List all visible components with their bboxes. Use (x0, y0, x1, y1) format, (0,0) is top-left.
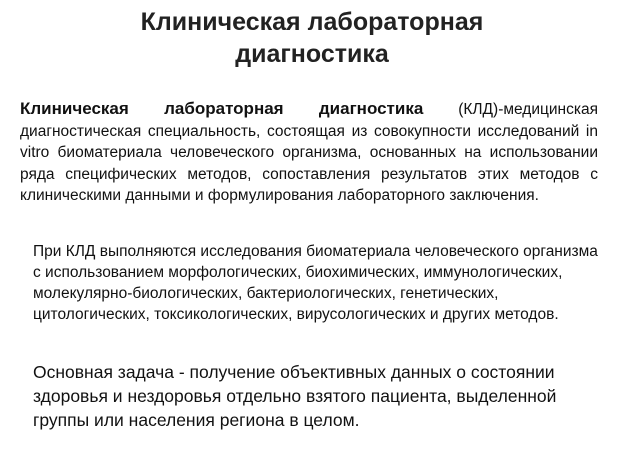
definition-text: (КЛД)-медицинская диагностическая специальность, состоящая из совокупности исследований in vitro биоматериала человеческого организма, основанных на использовании ряда специфических методов, сопоставления результатов этих методов с клиническими данными и формулирования лабораторного заключения. (20, 101, 598, 204)
slide-title-line-1: Клиническая лабораторная (140, 8, 484, 36)
slide-title (0, 6, 624, 70)
definition-paragraph (20, 98, 598, 207)
goal-paragraph: Основная задача - получение объективных данных о состоянии здоровья и нездоровья отдельно взятого пациента, выделенной группы или населения региона в целом. (33, 362, 557, 430)
methods-paragraph: При КЛД выполняются исследования биоматериала человеческого организма с использованием морфологических, биохимических, иммунологических, молекулярно-биологических, бактериологических, генетических, цитологических, токсикологических, вирусологических и других методов. (33, 243, 598, 323)
slide-title-line-2: диагностика (235, 40, 389, 68)
definition-term: Клиническая лабораторная диагностика (20, 99, 424, 118)
